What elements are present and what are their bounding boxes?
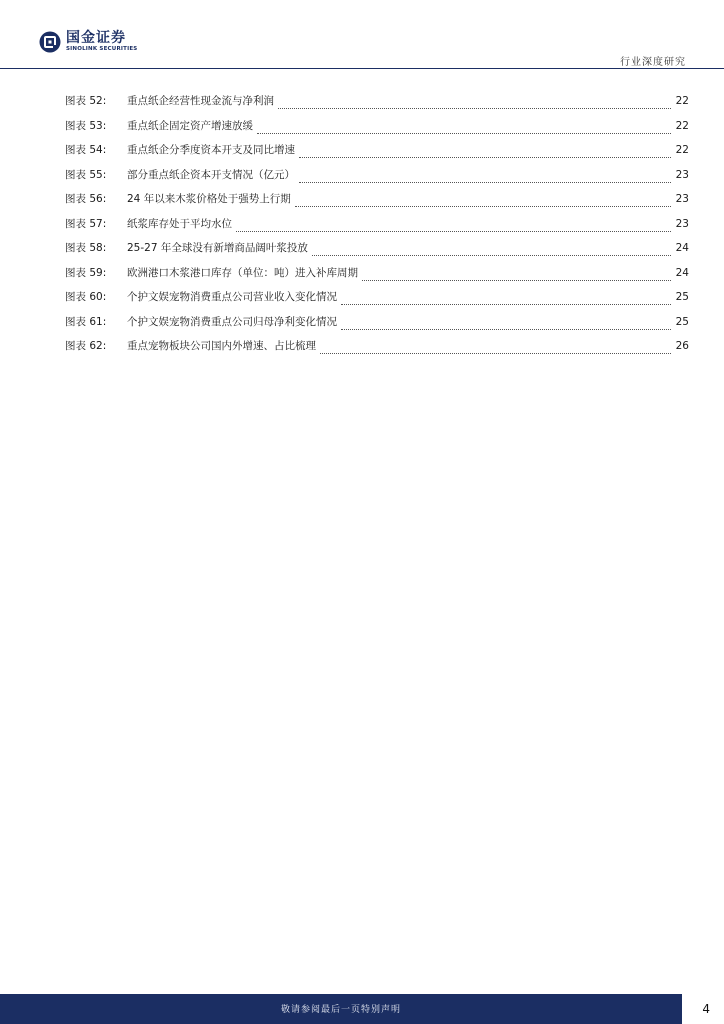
toc-figure-title: 重点纸企分季度资本开支及同比增速 [127, 144, 295, 156]
toc-dot-leader [278, 107, 671, 109]
toc-page-number: 22 [675, 95, 689, 107]
toc-entry[interactable] [65, 191, 689, 216]
toc-page-number: 26 [675, 340, 689, 352]
toc-figure-title: 25-27 年全球没有新增商品阔叶浆投放 [127, 242, 308, 254]
toc-entry[interactable] [65, 118, 689, 143]
company-logo [39, 30, 137, 54]
toc-figure-label: 图表 59: [65, 266, 107, 279]
toc-figure-label: 图表 58: [65, 242, 107, 254]
toc-entry[interactable] [65, 289, 689, 314]
toc-figure-label: 图表 52: [65, 95, 107, 107]
toc-page-number: 24 [675, 266, 689, 279]
toc-figure-label: 图表 56: [65, 193, 107, 205]
toc-figure-label: 图表 60: [65, 291, 107, 303]
toc-page-number: 23 [675, 193, 689, 205]
toc-dot-leader [257, 132, 671, 134]
footer-disclaimer: 敬请参阅最后一页特别声明 [280, 1005, 401, 1015]
toc-page-number: 23 [675, 168, 689, 181]
logo-english-name: SINOLINK SECURITIES [66, 46, 138, 53]
toc-entry[interactable] [65, 216, 689, 241]
toc-page-number: 25 [675, 315, 689, 328]
sinolink-logo-icon [39, 31, 61, 53]
toc-entry[interactable] [65, 93, 689, 118]
toc-dot-leader [295, 205, 671, 207]
toc-dot-leader [299, 181, 671, 183]
header-divider [0, 68, 724, 69]
toc-figure-title: 24 年以来木浆价格处于强势上行期 [127, 193, 291, 205]
toc-dot-leader [341, 303, 671, 305]
toc-figure-title: 重点纸企固定资产增速放缓 [127, 119, 253, 132]
toc-figure-label: 图表 57: [65, 217, 107, 230]
toc-page-number: 24 [675, 242, 689, 254]
page-number: 4 [702, 1002, 710, 1016]
toc-dot-leader [320, 352, 671, 354]
toc-entry[interactable] [65, 338, 689, 363]
toc-dot-leader [236, 230, 671, 232]
toc-figure-title: 个护文娱宠物消费重点公司归母净利变化情况 [127, 315, 337, 328]
footer-band [0, 994, 682, 1024]
toc-entry[interactable] [65, 265, 689, 290]
toc-entry[interactable] [65, 167, 689, 192]
toc-figure-title: 重点宠物板块公司国内外增速、占比梳理 [127, 340, 316, 352]
toc-figure-title: 部分重点纸企资本开支情况（亿元） [127, 168, 295, 181]
toc-dot-leader [362, 279, 671, 281]
toc-figure-label: 图表 53: [65, 119, 107, 132]
toc-figure-title: 欧洲港口木浆港口库存（单位：吨）进入补库周期 [127, 266, 358, 279]
toc-figure-label: 图表 55: [65, 168, 107, 181]
toc-figure-title: 个护文娱宠物消费重点公司营业收入变化情况 [127, 291, 337, 303]
toc-dot-leader [299, 156, 671, 158]
toc-entry[interactable] [65, 240, 689, 265]
toc-entry[interactable] [65, 142, 689, 167]
report-type: 行业深度研究 [620, 57, 686, 68]
toc-page-number: 22 [675, 119, 689, 132]
page-footer [0, 994, 724, 1024]
page-header [0, 0, 724, 70]
toc-dot-leader [312, 254, 671, 256]
logo-chinese-name: 国金证券 [66, 30, 126, 47]
toc-page-number: 22 [675, 144, 689, 156]
toc-page-number: 23 [675, 217, 689, 230]
toc-entry[interactable] [65, 314, 689, 339]
toc-page-number: 25 [675, 291, 689, 303]
toc-figure-label: 图表 62: [65, 340, 107, 352]
toc-figure-label: 图表 61: [65, 315, 107, 328]
toc-figure-title: 纸浆库存处于平均水位 [127, 217, 232, 230]
toc-figure-label: 图表 54: [65, 144, 107, 156]
toc-figure-title: 重点纸企经营性现金流与净利润 [127, 95, 274, 107]
toc-dot-leader [341, 328, 671, 330]
table-of-figures [65, 93, 689, 363]
